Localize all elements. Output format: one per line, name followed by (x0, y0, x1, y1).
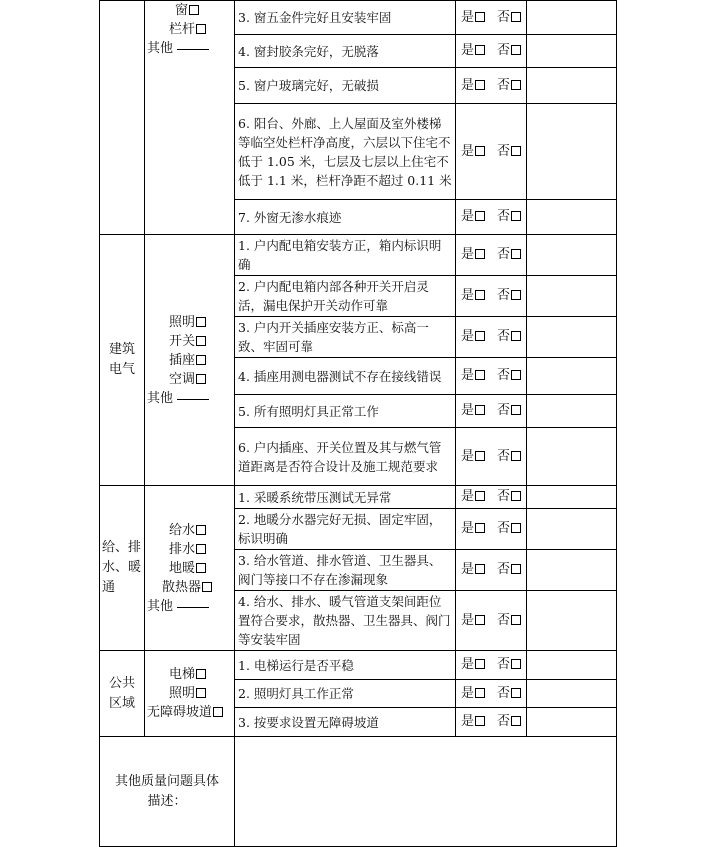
no-checkbox[interactable] (511, 146, 521, 156)
no-checkbox[interactable] (511, 491, 521, 501)
subitem-floor-heating: 地暖 (147, 559, 234, 578)
yes-no-cell: 是 否 (456, 200, 527, 235)
no-checkbox[interactable] (511, 211, 521, 221)
yes-no-cell: 是 否 (456, 35, 527, 68)
check-item: 4. 窗封胶条完好，无脱落 (235, 35, 456, 68)
remark-cell[interactable] (527, 651, 617, 680)
check-item: 3. 按要求设置无障碍坡道 (235, 708, 456, 737)
checkbox[interactable] (189, 5, 199, 15)
electrical-items-cell (145, 235, 235, 486)
check-item: 6. 阳台、外廊、上人屋面及室外楼梯等临空处栏杆净高度，六层以下住宅不低于 1.05 米，七层及七层以上住宅不低于 1.1 米，栏杆净距不超过 0.11 米 (235, 104, 456, 200)
yes-checkbox[interactable] (475, 45, 485, 55)
no-checkbox[interactable] (511, 290, 521, 300)
check-item: 3. 给水管道、排水管道、卫生器具、阀门等接口不存在渗漏现象 (235, 550, 456, 591)
remark-cell[interactable] (527, 358, 617, 395)
check-item: 4. 插座用测电器测试不存在接线错误 (235, 358, 456, 395)
subitem-elevator: 电梯 (147, 665, 234, 684)
subitem-window: 窗 (147, 1, 234, 20)
yes-checkbox[interactable] (475, 146, 485, 156)
yes-no-cell: 是 否 (456, 68, 527, 104)
subitem-public-lighting: 照明 (147, 684, 234, 703)
check-item: 4. 给水、排水、暖气管道支架间距位置符合要求，散热器、卫生器具、阀门等安装牢固 (235, 591, 456, 651)
yes-no-cell: 是 否 (456, 680, 527, 708)
subitem-water-supply: 给水 (147, 521, 234, 540)
other-issues-field[interactable] (235, 737, 617, 847)
no-checkbox[interactable] (511, 716, 521, 726)
yes-checkbox[interactable] (475, 290, 485, 300)
no-checkbox[interactable] (511, 451, 521, 461)
checkbox[interactable] (196, 317, 206, 327)
subitem-ramp: 无障碍坡道 (147, 703, 234, 722)
remark-cell[interactable] (527, 680, 617, 708)
checkbox[interactable] (196, 24, 206, 34)
yes-checkbox[interactable] (475, 331, 485, 341)
remark-cell[interactable] (527, 428, 617, 486)
other-field: 其他 (147, 597, 234, 616)
check-item: 2. 户内配电箱内部各种开关开启灵活，漏电保护开关动作可靠 (235, 276, 456, 317)
yes-checkbox[interactable] (475, 491, 485, 501)
check-item: 1. 电梯运行是否平稳 (235, 651, 456, 680)
yes-checkbox[interactable] (475, 615, 485, 625)
no-checkbox[interactable] (511, 331, 521, 341)
subitem-aircon: 空调 (147, 370, 234, 389)
checkbox[interactable] (196, 688, 206, 698)
window-category-cell (100, 1, 145, 235)
other-issues-label: 其他质量问题具体 描述： (100, 737, 235, 847)
no-checkbox[interactable] (511, 615, 521, 625)
yes-checkbox[interactable] (475, 659, 485, 669)
remark-cell[interactable] (527, 708, 617, 737)
no-checkbox[interactable] (511, 688, 521, 698)
subitem-radiator: 散热器 (147, 578, 234, 597)
plumbing-items-cell (145, 486, 235, 651)
subitem-switch: 开关 (147, 332, 234, 351)
remark-cell[interactable] (527, 591, 617, 651)
check-item: 2. 照明灯具工作正常 (235, 680, 456, 708)
checkbox[interactable] (196, 336, 206, 346)
check-item: 5. 窗户玻璃完好，无破损 (235, 68, 456, 104)
checkbox[interactable] (196, 374, 206, 384)
yes-checkbox[interactable] (475, 370, 485, 380)
subitem-drainage: 排水 (147, 540, 234, 559)
no-checkbox[interactable] (511, 249, 521, 259)
check-item: 3. 户内开关插座安装方正、标高一致、牢固可靠 (235, 317, 456, 358)
check-item: 1. 采暖系统带压测试无异常 (235, 486, 456, 509)
yes-no-cell: 是 否 (456, 317, 527, 358)
other-underline[interactable] (177, 597, 209, 608)
checkbox[interactable] (196, 544, 206, 554)
check-item: 2. 地暖分水器完好无损、固定牢固，标识明确 (235, 509, 456, 550)
no-checkbox[interactable] (511, 45, 521, 55)
window-items-cell (145, 1, 235, 235)
no-checkbox[interactable] (511, 564, 521, 574)
check-item: 6. 户内插座、开关位置及其与燃气管道距离是否符合设计及施工规范要求 (235, 428, 456, 486)
yes-no-cell: 是 否 (456, 708, 527, 737)
yes-checkbox[interactable] (475, 451, 485, 461)
yes-checkbox[interactable] (475, 688, 485, 698)
yes-checkbox[interactable] (475, 564, 485, 574)
yes-no-cell: 是 否 (456, 235, 527, 276)
yes-checkbox[interactable] (475, 523, 485, 533)
yes-checkbox[interactable] (475, 249, 485, 259)
remark-cell[interactable] (527, 1, 617, 35)
yes-checkbox[interactable] (475, 80, 485, 90)
subitem-socket: 插座 (147, 351, 234, 370)
yes-checkbox[interactable] (475, 405, 485, 415)
remark-cell[interactable] (527, 104, 617, 200)
remark-cell[interactable] (527, 550, 617, 591)
no-checkbox[interactable] (511, 659, 521, 669)
check-item: 5. 所有照明灯具正常工作 (235, 395, 456, 428)
remark-cell[interactable] (527, 35, 617, 68)
plumbing-category: 给、排 水、暖 通 (100, 486, 145, 651)
yes-checkbox[interactable] (475, 716, 485, 726)
checkbox[interactable] (196, 355, 206, 365)
inspection-table (99, 0, 617, 847)
remark-cell[interactable] (527, 68, 617, 104)
yes-checkbox[interactable] (475, 12, 485, 22)
no-checkbox[interactable] (511, 370, 521, 380)
electrical-category: 建筑 电气 (100, 235, 145, 486)
yes-checkbox[interactable] (475, 211, 485, 221)
no-checkbox[interactable] (511, 80, 521, 90)
public-items-cell (145, 651, 235, 737)
yes-no-cell: 是 否 (456, 509, 527, 550)
yes-no-cell: 是 否 (456, 486, 527, 509)
no-checkbox[interactable] (511, 12, 521, 22)
remark-cell[interactable] (527, 317, 617, 358)
remark-cell[interactable] (527, 276, 617, 317)
checkbox[interactable] (213, 707, 223, 717)
checkbox[interactable] (202, 582, 212, 592)
no-checkbox[interactable] (511, 405, 521, 415)
checkbox[interactable] (196, 525, 206, 535)
checkbox[interactable] (196, 563, 206, 573)
yes-no-cell: 是 否 (456, 591, 527, 651)
other-underline[interactable] (177, 39, 209, 50)
check-item: 1. 户内配电箱安装方正，箱内标识明确 (235, 235, 456, 276)
yes-no-cell: 是 否 (456, 276, 527, 317)
remark-cell[interactable] (527, 509, 617, 550)
other-underline[interactable] (177, 389, 209, 400)
remark-cell[interactable] (527, 235, 617, 276)
remark-cell[interactable] (527, 486, 617, 509)
other-field: 其他 (147, 389, 234, 408)
yes-no-cell: 是 否 (456, 358, 527, 395)
yes-no-cell: 是 否 (456, 395, 527, 428)
public-category: 公共 区域 (100, 651, 145, 737)
yes-no-cell: 是 否 (456, 104, 527, 200)
yes-no-cell: 是 否 (456, 1, 527, 35)
yes-no-cell: 是 否 (456, 428, 527, 486)
yes-no-cell: 是 否 (456, 651, 527, 680)
subitem-railing: 栏杆 (147, 20, 234, 39)
remark-cell[interactable] (527, 395, 617, 428)
yes-no-cell: 是 否 (456, 550, 527, 591)
check-item: 7. 外窗无渗水痕迹 (235, 200, 456, 235)
no-checkbox[interactable] (511, 523, 521, 533)
remark-cell[interactable] (527, 200, 617, 235)
check-item: 3. 窗五金件完好且安装牢固 (235, 1, 456, 35)
subitem-lighting: 照明 (147, 313, 234, 332)
other-field: 其他 (147, 39, 234, 58)
checkbox[interactable] (196, 669, 206, 679)
